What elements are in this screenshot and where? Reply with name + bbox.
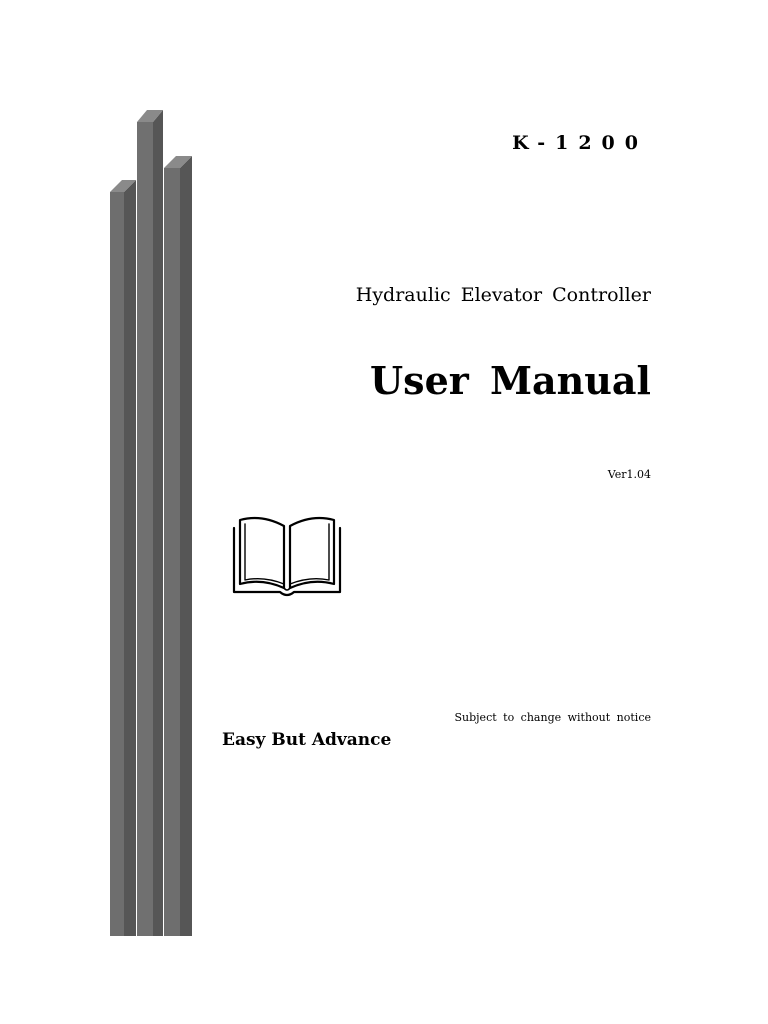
pillar-center-side (153, 110, 163, 936)
version-label: Ver1.04 (607, 468, 651, 481)
open-book-icon (230, 512, 344, 598)
pillar-right-front (164, 168, 180, 936)
change-notice: Subject to change without notice (454, 711, 651, 724)
manual-title: User Manual (370, 358, 651, 403)
slogan: Easy But Advance (222, 730, 392, 750)
product-subtitle: Hydraulic Elevator Controller (355, 284, 651, 306)
pillar-center-front (137, 122, 153, 936)
pillar-left-front (110, 192, 124, 936)
model-number: K-1200 (512, 132, 648, 154)
pillar-right-side (180, 156, 192, 936)
elevator-pillars-graphic (100, 100, 210, 950)
pillar-left-side (124, 180, 136, 936)
